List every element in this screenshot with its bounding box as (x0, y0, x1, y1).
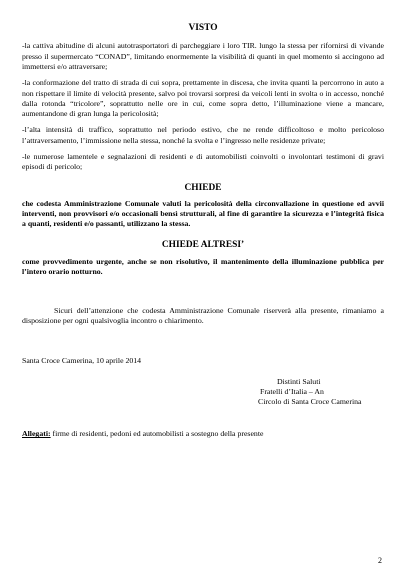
chiede-altresi-text: come provvedimento urgente, anche se non risolutivo, il mantenimento della illuminazione pubblica per l’intero orario notturno. (22, 257, 384, 277)
visto-item-2: -la conformazione del tratto di strada di cui sopra, prettamente in discesa, che invita quanti la percorrono in auto a non rispettare il limite di velocità presente, salvo poi trovarsi sorpresi da veicoli lenti in svolta o in accesso, nonché dalla rotonda “tricolore”, soprattutto nelle ore in cui, come sopra detto, l’illuminazione viene a mancare, aumentandone di gran lunga la pericolosità; (22, 78, 384, 119)
attachments-text: firme di residenti, pedoni ed automobilisti a sostegno della presente (50, 429, 264, 439)
heading-chiede: CHIEDE (184, 182, 222, 193)
place-date: Santa Croce Camerina, 10 aprile 2014 (22, 356, 142, 366)
signature-block (258, 377, 384, 408)
visto-item-3: -l’alta intensità di traffico, soprattutto nel periodo estivo, che ne rende difficoltoso e molto pericoloso l’attraversamento, l’immissione nella stessa, nonché la svolta e l’ingresso nelle residenze private; (22, 125, 384, 145)
heading-chiede-altresi: CHIEDE ALTRESI’ (161, 239, 245, 250)
closing-paragraph: Sicuri dell’attenzione che codesta Amministrazione Comunale riserverà alla presente, rimaniamo a disposizione per ogni qualsivoglia incontro o chiarimento. (22, 305, 384, 325)
visto-item-1: -la cattiva abitudine di alcuni autotrasportatori di parcheggiare i loro TIR. lungo la stessa per rifornirsi di vivande presso il supermercato “CONAD”, limitando enormemente la visibilità di quanti in quel momento si accingono ad immettersi e/o attraversare; (22, 41, 384, 71)
signature-party: Fratelli d’Italia – An (260, 386, 324, 396)
signature-circle: Circolo di Santa Croce Camerina (258, 397, 362, 407)
attachments-line (22, 429, 384, 439)
visto-item-4: -le numerose lamentele e segnalazioni di residenti e di automobilisti coinvolti o involontari testimoni di gravi episodi di pericolo; (22, 151, 384, 172)
signature-greeting: Distinti Saluti (277, 376, 321, 386)
attachments-label: Allegati: (22, 429, 51, 439)
chiede-text: che codesta Amministrazione Comunale valuti la pericolosità della circonvallazione in questione ed avvii interventi, non provvisori e/o occasionali bensì strutturali, al fine di garantire la sicurezza e l’integrità fisica a quanti, residenti e/o passanti, utilizzano la stessa. (22, 198, 384, 229)
page-number: 2 (378, 556, 382, 565)
heading-visto: VISTO (188, 23, 218, 33)
